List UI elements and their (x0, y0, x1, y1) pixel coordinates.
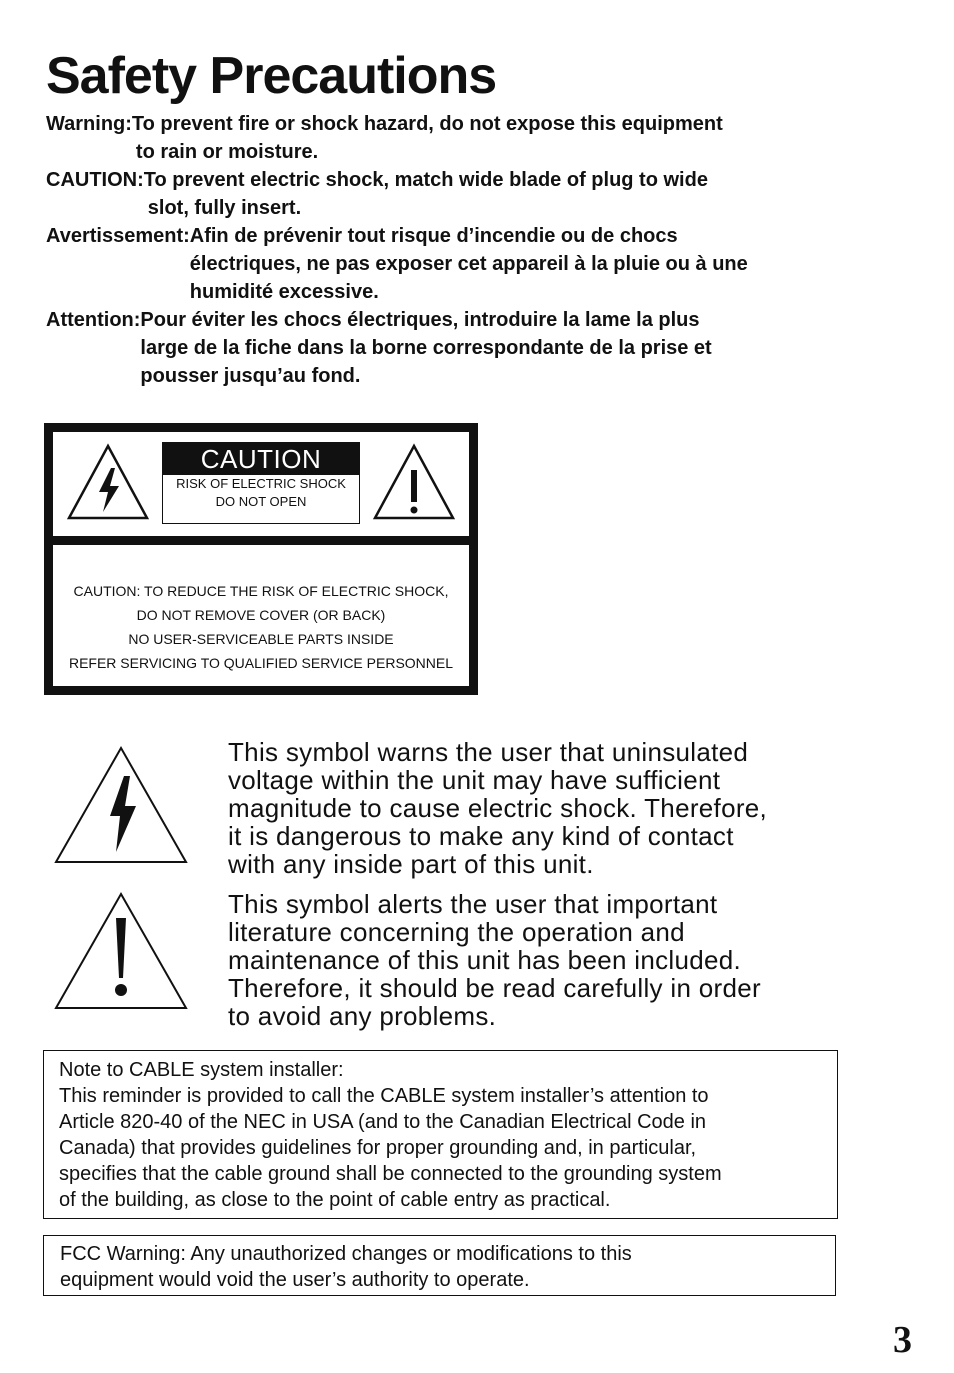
attention-line: pousser jusqu’au fond. (140, 365, 361, 387)
warning-label: Warning: (46, 113, 132, 135)
caution-line: To prevent electric shock, match wide blade of plug to wide (143, 169, 708, 191)
warning-line: To prevent fire or shock hazard, do not expose this equipment (131, 113, 723, 135)
avertissement-line: humidité excessive. (189, 281, 379, 303)
warnings-section (46, 110, 886, 390)
lightning-triangle-icon (52, 744, 190, 866)
caution-label-body (53, 545, 469, 686)
caution-label-box (44, 423, 478, 695)
caution-sticker (162, 442, 360, 524)
page-title: Safety Precautions (46, 47, 497, 105)
warning-en (46, 110, 886, 166)
note-line: Canada) that provides guidelines for proper grounding and, in particular, (59, 1137, 697, 1159)
caution-en (46, 166, 886, 222)
note-line: specifies that the cable ground shall be connected to the grounding system (59, 1163, 722, 1185)
attention-fr (46, 306, 886, 390)
exclamation-triangle-icon (371, 442, 457, 522)
caution-body-line: NO USER-SERVICEABLE PARTS INSIDE (128, 631, 394, 647)
caution-body-line: CAUTION: TO REDUCE THE RISK OF ELECTRIC SHOCK, (73, 583, 449, 599)
fcc-line: equipment would void the user’s authority to operate. (60, 1269, 530, 1291)
fcc-warning-note (43, 1235, 836, 1296)
avertissement-line: Afin de prévenir tout risque d’incendie ou de chocs (189, 225, 678, 247)
note-line: of the building, as close to the point of cable entry as practical. (59, 1189, 611, 1211)
caution-subtext: RISK OF ELECTRIC SHOCK (176, 476, 346, 491)
avertissement-label: Avertissement: (46, 225, 190, 247)
caution-label-header (53, 432, 469, 536)
caution-label: CAUTION: (46, 169, 144, 191)
note-line: Article 820-40 of the NEC in USA (and to the Canadian Electrical Code in (59, 1111, 707, 1133)
fcc-line: FCC Warning: Any unauthorized changes or modifications to this (60, 1243, 632, 1265)
lightning-triangle-icon (65, 442, 151, 522)
page-number: 3 (893, 1319, 912, 1361)
attention-label: Attention: (46, 309, 141, 331)
exclamation-triangle-icon (52, 890, 190, 1012)
note-line: This reminder is provided to call the CABLE system installer’s attention to (59, 1085, 709, 1107)
caution-subtext: DO NOT OPEN (215, 494, 307, 509)
voltage-symbol-description: This symbol warns the user that uninsulated voltage within the unit may have sufficient magnitude to cause electric shock. Therefore, it is dangerous to make any kind of contact with any inside part of this unit. (228, 737, 768, 879)
avertissement-fr (46, 222, 886, 306)
avertissement-line: électriques, ne pas exposer cet appareil à la pluie ou à une (189, 253, 748, 275)
caution-body-line: REFER SERVICING TO QUALIFIED SERVICE PERSONNEL (68, 655, 454, 671)
caution-heading: CAUTION (163, 443, 359, 475)
caution-line: slot, fully insert. (147, 197, 302, 219)
warning-line: to rain or moisture. (135, 141, 319, 163)
attention-line: large de la fiche dans la borne correspondante de la prise et (140, 337, 712, 359)
literature-symbol-description: This symbol alerts the user that important literature concerning the operation and maintenance of this unit has been included. Therefore, it should be read carefully in order to avoid any problems. (228, 889, 761, 1031)
note-line: Note to CABLE system installer: (59, 1059, 344, 1081)
cable-installer-note (43, 1050, 838, 1219)
attention-line: Pour éviter les chocs électriques, introduire la lame la plus (140, 309, 700, 331)
caution-body-line: DO NOT REMOVE COVER (OR BACK) (136, 607, 386, 623)
